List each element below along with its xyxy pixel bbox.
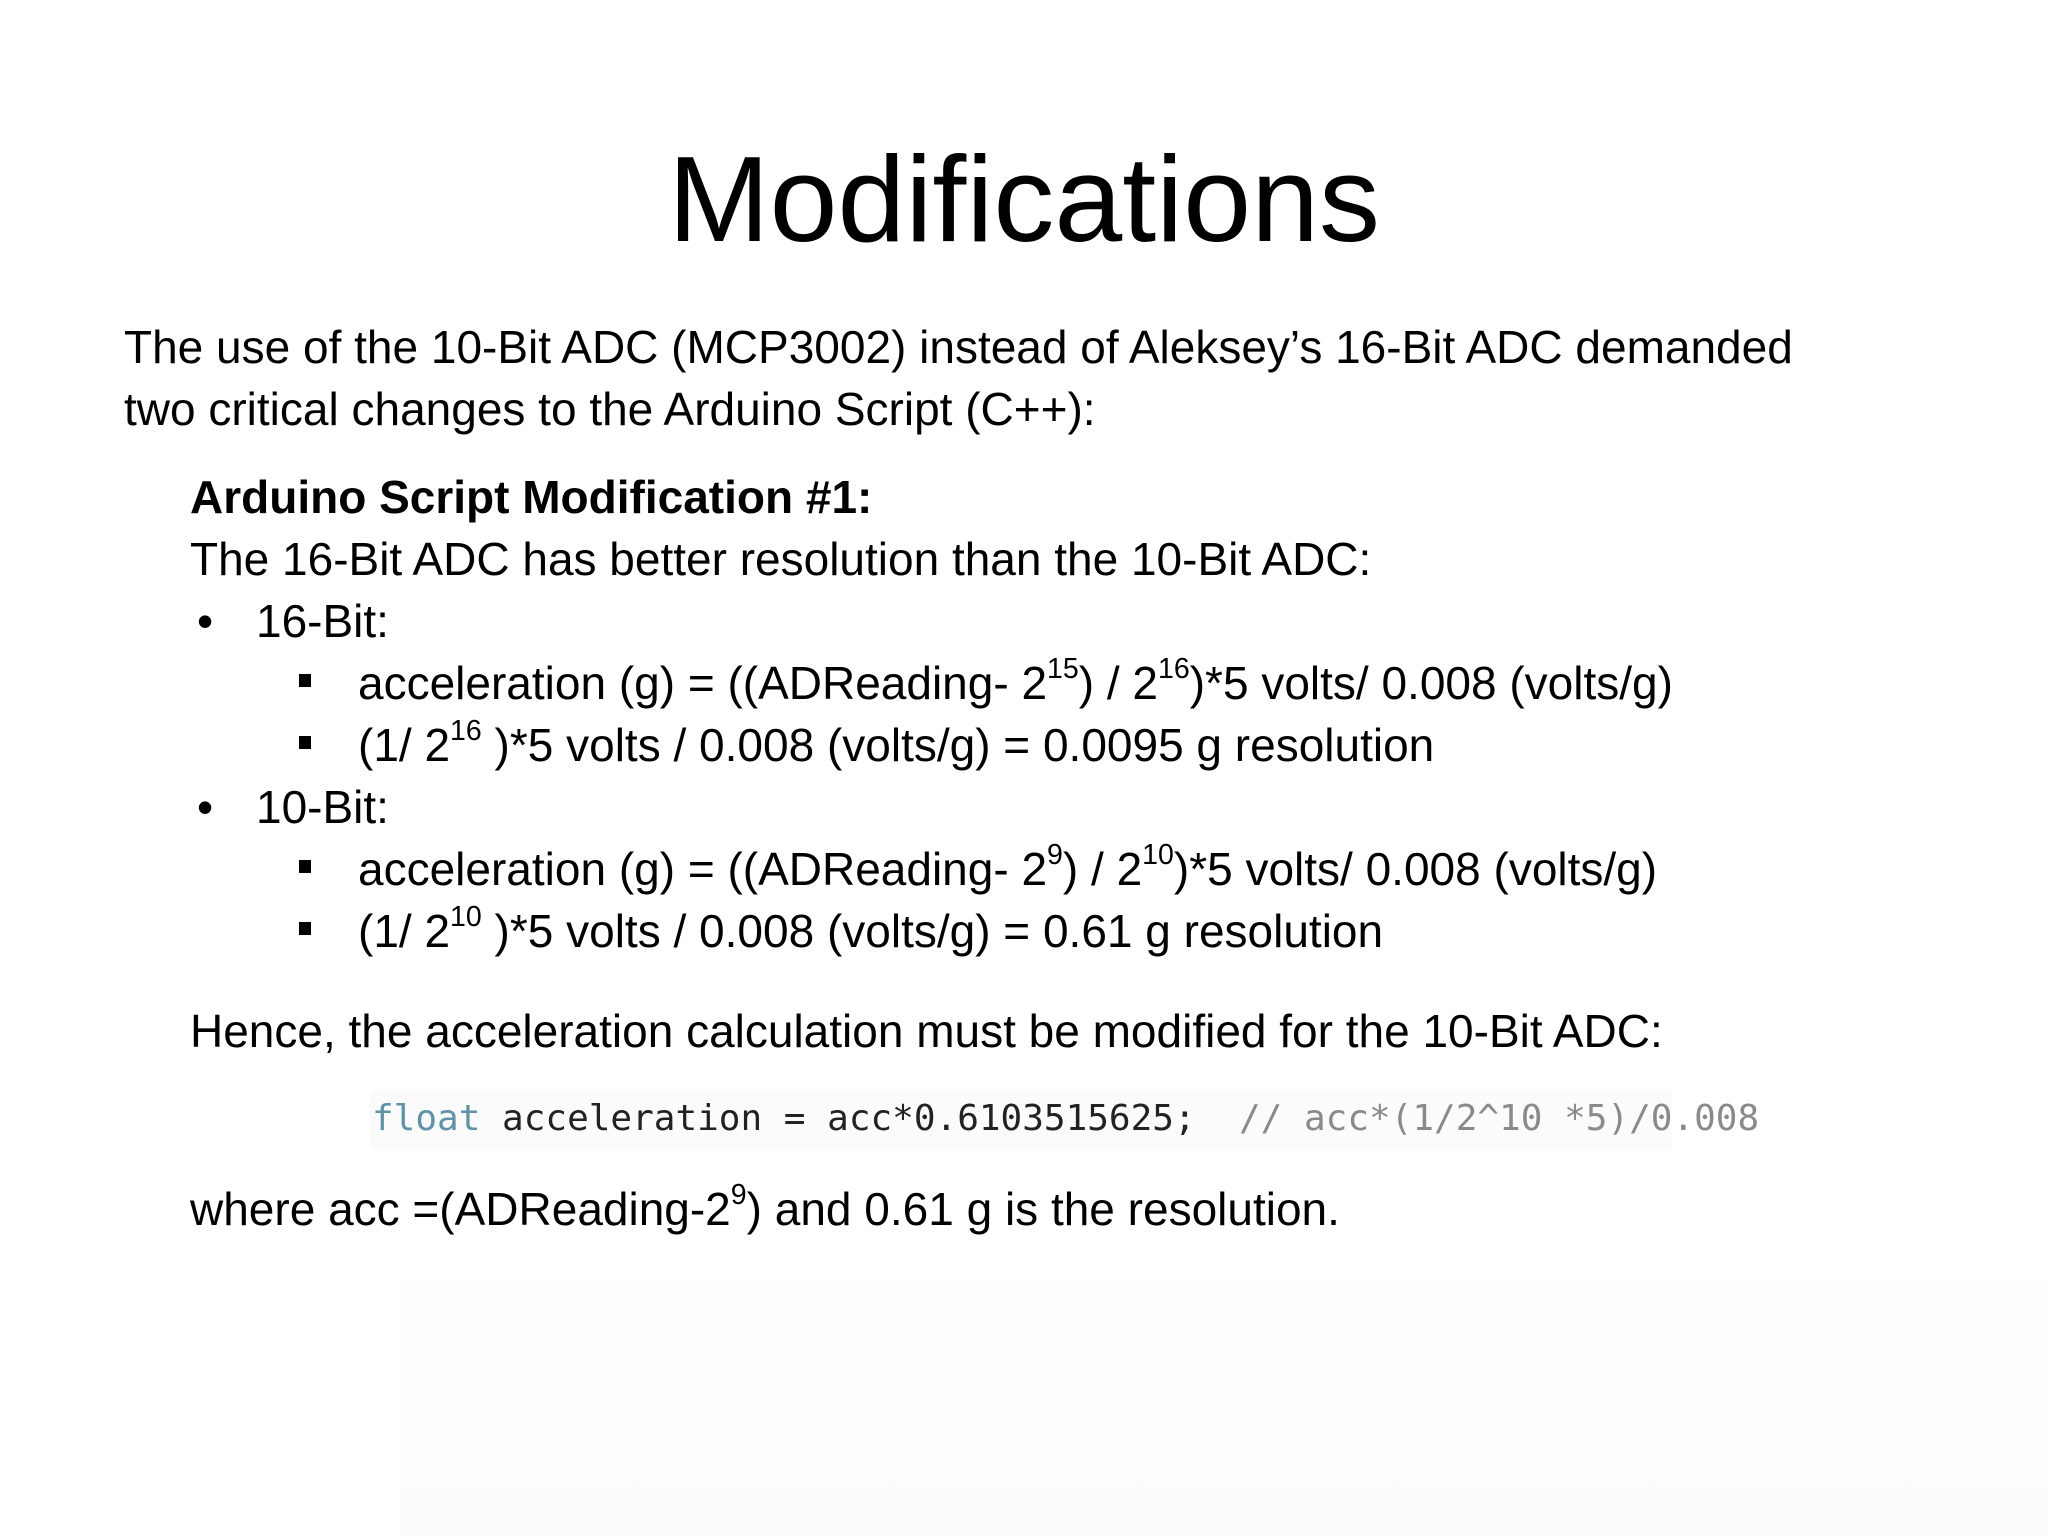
- subbullet-list: [256, 838, 1890, 962]
- exponent: 16: [450, 714, 482, 747]
- bullet-list: [190, 590, 1890, 962]
- section-heading: Arduino Script Modification #1:: [190, 471, 873, 523]
- square-bullet-icon: [299, 736, 311, 749]
- bullet-dot-icon: •: [196, 781, 214, 833]
- exponent: 10: [1142, 838, 1174, 871]
- formula-text: ) / 2: [1062, 843, 1143, 895]
- formula-text: )*5 volts/ 0.008 (volts/g): [1173, 843, 1658, 895]
- formula-text: )*5 volts/ 0.008 (volts/g): [1189, 657, 1673, 709]
- formula-acceleration-16: [256, 652, 1890, 714]
- formula-resolution-16: [256, 714, 1890, 776]
- intro-line-2: two critical changes to the Arduino Script (C++):: [124, 383, 1096, 435]
- bullet-10-bit: [190, 776, 1890, 962]
- formula-text: )*5 volts / 0.008 (volts/g) = 0.0095 g resolution: [481, 719, 1435, 771]
- formula-acceleration-10: [256, 838, 1890, 900]
- formula-text: acceleration (g) = ((ADReading- 2: [358, 657, 1048, 709]
- where-statement: [190, 1178, 1340, 1240]
- modification-section: [190, 466, 1890, 962]
- background-fade: [400, 1240, 2048, 1536]
- bullet-label: 16-Bit:: [256, 595, 389, 647]
- exponent: 9: [730, 1178, 747, 1211]
- formula-text: (1/ 2: [358, 719, 451, 771]
- exponent: 10: [450, 900, 482, 933]
- formula-text: )*5 volts / 0.008 (volts/g) = 0.61 g resolution: [481, 905, 1384, 957]
- code-keyword: float: [372, 1098, 481, 1139]
- code-comment: // acc*(1/2^10 *5)/0.008: [1238, 1098, 1760, 1139]
- formula-text: acceleration (g) = ((ADReading- 2: [358, 843, 1048, 895]
- bullet-label: 10-Bit:: [256, 781, 389, 833]
- exponent: 15: [1047, 652, 1079, 685]
- square-bullet-icon: [299, 674, 311, 687]
- formula-text: (1/ 2: [358, 905, 451, 957]
- subbullet-list: [256, 652, 1890, 776]
- code-statement: acceleration = acc*0.6103515625;: [480, 1098, 1239, 1139]
- section-lead: The 16-Bit ADC has better resolution than the 10-Bit ADC:: [190, 533, 1372, 585]
- square-bullet-icon: [299, 922, 311, 935]
- bullet-16-bit: [190, 590, 1890, 776]
- hence-statement: Hence, the acceleration calculation must be modified for the 10-Bit ADC:: [190, 1005, 1663, 1057]
- slide-title: Modifications: [668, 131, 1380, 267]
- bullet-dot-icon: •: [196, 595, 214, 647]
- exponent: 16: [1158, 652, 1190, 685]
- exponent: 9: [1047, 838, 1063, 871]
- formula-text: ) / 2: [1078, 657, 1159, 709]
- code-snippet: [370, 1090, 1760, 1150]
- intro-line-1: The use of the 10-Bit ADC (MCP3002) instead of Aleksey’s 16-Bit ADC demanded: [124, 321, 1793, 373]
- where-text: where acc =(ADReading-2: [190, 1183, 731, 1235]
- where-text: ) and 0.61 g is the resolution.: [746, 1183, 1340, 1235]
- where-line: [190, 1178, 1340, 1240]
- square-bullet-icon: [299, 860, 311, 873]
- intro-paragraph: [124, 316, 1924, 440]
- formula-resolution-10: [256, 900, 1890, 962]
